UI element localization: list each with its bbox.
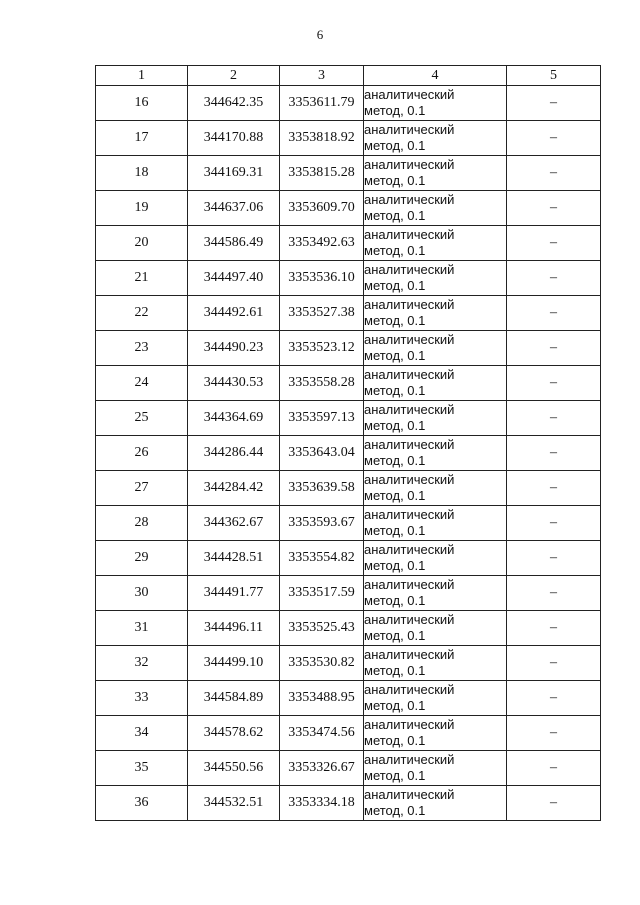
point-number-cell: 36 [96, 786, 188, 821]
method-line-2: метод, 0.1 [364, 488, 426, 503]
method-line-2: метод, 0.1 [364, 138, 426, 153]
method-line-2: метод, 0.1 [364, 243, 426, 258]
method-cell [364, 331, 507, 366]
point-number-cell: 30 [96, 576, 188, 611]
point-number-cell: 29 [96, 541, 188, 576]
y-coordinate-cell: 3353818.92 [280, 121, 364, 156]
y-coordinate-cell: 3353639.58 [280, 471, 364, 506]
x-coordinate-cell: 344499.10 [188, 646, 280, 681]
method-line-1: аналитический [364, 402, 455, 417]
table-row [96, 191, 601, 226]
value-cell: – [507, 611, 601, 646]
method-line-2: метод, 0.1 [364, 698, 426, 713]
method-line-1: аналитический [364, 682, 455, 697]
point-number-cell: 21 [96, 261, 188, 296]
x-coordinate-cell: 344169.31 [188, 156, 280, 191]
method-line-1: аналитический [364, 752, 455, 767]
y-coordinate-cell: 3353536.10 [280, 261, 364, 296]
x-coordinate-cell: 344286.44 [188, 436, 280, 471]
method-line-1: аналитический [364, 787, 455, 802]
method-cell [364, 121, 507, 156]
y-coordinate-cell: 3353530.82 [280, 646, 364, 681]
header-col-3: 3 [280, 66, 364, 86]
value-cell: – [507, 156, 601, 191]
page-number: 6 [316, 27, 324, 42]
method-line-2: метод, 0.1 [364, 663, 426, 678]
x-coordinate-cell: 344364.69 [188, 401, 280, 436]
method-line-1: аналитический [364, 122, 455, 137]
coordinates-table [95, 65, 601, 821]
table-row [96, 716, 601, 751]
method-line-2: метод, 0.1 [364, 348, 426, 363]
method-line-1: аналитический [364, 87, 455, 102]
y-coordinate-cell: 3353517.59 [280, 576, 364, 611]
method-line-2: метод, 0.1 [364, 628, 426, 643]
table-row [96, 681, 601, 716]
table-row [96, 296, 601, 331]
method-line-2: метод, 0.1 [364, 173, 426, 188]
value-cell: – [507, 436, 601, 471]
table-row [96, 751, 601, 786]
table-row [96, 506, 601, 541]
method-line-1: аналитический [364, 262, 455, 277]
method-cell [364, 541, 507, 576]
x-coordinate-cell: 344584.89 [188, 681, 280, 716]
x-coordinate-cell: 344550.56 [188, 751, 280, 786]
x-coordinate-cell: 344362.67 [188, 506, 280, 541]
method-line-2: метод, 0.1 [364, 803, 426, 818]
header-col-1: 1 [96, 66, 188, 86]
x-coordinate-cell: 344586.49 [188, 226, 280, 261]
point-number-cell: 20 [96, 226, 188, 261]
method-cell [364, 751, 507, 786]
method-cell [364, 786, 507, 821]
table-row [96, 121, 601, 156]
x-coordinate-cell: 344578.62 [188, 716, 280, 751]
method-line-2: метод, 0.1 [364, 593, 426, 608]
x-coordinate-cell: 344491.77 [188, 576, 280, 611]
value-cell: – [507, 646, 601, 681]
y-coordinate-cell: 3353611.79 [280, 86, 364, 121]
method-line-2: метод, 0.1 [364, 558, 426, 573]
method-line-2: метод, 0.1 [364, 103, 426, 118]
method-line-1: аналитический [364, 507, 455, 522]
method-line-1: аналитический [364, 367, 455, 382]
point-number-cell: 31 [96, 611, 188, 646]
y-coordinate-cell: 3353492.63 [280, 226, 364, 261]
value-cell: – [507, 716, 601, 751]
table-row [96, 156, 601, 191]
method-line-1: аналитический [364, 332, 455, 347]
y-coordinate-cell: 3353597.13 [280, 401, 364, 436]
header-col-4: 4 [364, 66, 507, 86]
method-line-2: метод, 0.1 [364, 453, 426, 468]
y-coordinate-cell: 3353554.82 [280, 541, 364, 576]
y-coordinate-cell: 3353527.38 [280, 296, 364, 331]
method-line-1: аналитический [364, 437, 455, 452]
method-cell [364, 471, 507, 506]
method-cell [364, 506, 507, 541]
method-cell [364, 296, 507, 331]
value-cell: – [507, 86, 601, 121]
y-coordinate-cell: 3353334.18 [280, 786, 364, 821]
point-number-cell: 17 [96, 121, 188, 156]
method-line-1: аналитический [364, 717, 455, 732]
table-row [96, 401, 601, 436]
point-number-cell: 24 [96, 366, 188, 401]
table-row [96, 436, 601, 471]
value-cell: – [507, 506, 601, 541]
table-row [96, 576, 601, 611]
value-cell: – [507, 331, 601, 366]
method-cell [364, 681, 507, 716]
method-line-2: метод, 0.1 [364, 523, 426, 538]
point-number-cell: 25 [96, 401, 188, 436]
value-cell: – [507, 576, 601, 611]
value-cell: – [507, 471, 601, 506]
method-cell [364, 436, 507, 471]
point-number-cell: 34 [96, 716, 188, 751]
method-line-1: аналитический [364, 612, 455, 627]
method-cell [364, 576, 507, 611]
y-coordinate-cell: 3353326.67 [280, 751, 364, 786]
y-coordinate-cell: 3353609.70 [280, 191, 364, 226]
method-cell [364, 401, 507, 436]
method-cell [364, 261, 507, 296]
x-coordinate-cell: 344170.88 [188, 121, 280, 156]
method-line-1: аналитический [364, 472, 455, 487]
header-col-5: 5 [507, 66, 601, 86]
table-row [96, 611, 601, 646]
table-row [96, 261, 601, 296]
method-line-1: аналитический [364, 157, 455, 172]
x-coordinate-cell: 344284.42 [188, 471, 280, 506]
method-line-2: метод, 0.1 [364, 313, 426, 328]
value-cell: – [507, 751, 601, 786]
x-coordinate-cell: 344637.06 [188, 191, 280, 226]
y-coordinate-cell: 3353474.56 [280, 716, 364, 751]
value-cell: – [507, 226, 601, 261]
x-coordinate-cell: 344497.40 [188, 261, 280, 296]
value-cell: – [507, 296, 601, 331]
y-coordinate-cell: 3353523.12 [280, 331, 364, 366]
method-line-1: аналитический [364, 227, 455, 242]
y-coordinate-cell: 3353815.28 [280, 156, 364, 191]
point-number-cell: 23 [96, 331, 188, 366]
value-cell: – [507, 121, 601, 156]
value-cell: – [507, 191, 601, 226]
x-coordinate-cell: 344532.51 [188, 786, 280, 821]
table-row [96, 786, 601, 821]
method-cell [364, 716, 507, 751]
point-number-cell: 32 [96, 646, 188, 681]
point-number-cell: 18 [96, 156, 188, 191]
method-line-1: аналитический [364, 542, 455, 557]
method-cell [364, 226, 507, 261]
y-coordinate-cell: 3353558.28 [280, 366, 364, 401]
value-cell: – [507, 786, 601, 821]
point-number-cell: 19 [96, 191, 188, 226]
value-cell: – [507, 541, 601, 576]
method-line-2: метод, 0.1 [364, 418, 426, 433]
method-cell [364, 191, 507, 226]
table-row [96, 86, 601, 121]
method-cell [364, 86, 507, 121]
point-number-cell: 16 [96, 86, 188, 121]
x-coordinate-cell: 344496.11 [188, 611, 280, 646]
method-line-2: метод, 0.1 [364, 208, 426, 223]
point-number-cell: 35 [96, 751, 188, 786]
value-cell: – [507, 366, 601, 401]
method-cell [364, 156, 507, 191]
value-cell: – [507, 261, 601, 296]
method-line-2: метод, 0.1 [364, 733, 426, 748]
method-cell [364, 366, 507, 401]
point-number-cell: 33 [96, 681, 188, 716]
table-row [96, 541, 601, 576]
method-cell [364, 611, 507, 646]
method-line-2: метод, 0.1 [364, 278, 426, 293]
method-line-2: метод, 0.1 [364, 383, 426, 398]
x-coordinate-cell: 344642.35 [188, 86, 280, 121]
table-row [96, 471, 601, 506]
value-cell: – [507, 401, 601, 436]
method-line-1: аналитический [364, 577, 455, 592]
x-coordinate-cell: 344430.53 [188, 366, 280, 401]
method-cell [364, 646, 507, 681]
value-cell: – [507, 681, 601, 716]
method-line-1: аналитический [364, 297, 455, 312]
method-line-1: аналитический [364, 192, 455, 207]
y-coordinate-cell: 3353488.95 [280, 681, 364, 716]
table-row [96, 646, 601, 681]
point-number-cell: 26 [96, 436, 188, 471]
point-number-cell: 22 [96, 296, 188, 331]
header-col-2: 2 [188, 66, 280, 86]
x-coordinate-cell: 344428.51 [188, 541, 280, 576]
y-coordinate-cell: 3353643.04 [280, 436, 364, 471]
x-coordinate-cell: 344492.61 [188, 296, 280, 331]
method-line-2: метод, 0.1 [364, 768, 426, 783]
table-header-row [96, 66, 601, 86]
method-line-1: аналитический [364, 647, 455, 662]
table-row [96, 366, 601, 401]
y-coordinate-cell: 3353593.67 [280, 506, 364, 541]
table-row [96, 331, 601, 366]
table-row [96, 226, 601, 261]
point-number-cell: 27 [96, 471, 188, 506]
point-number-cell: 28 [96, 506, 188, 541]
x-coordinate-cell: 344490.23 [188, 331, 280, 366]
y-coordinate-cell: 3353525.43 [280, 611, 364, 646]
